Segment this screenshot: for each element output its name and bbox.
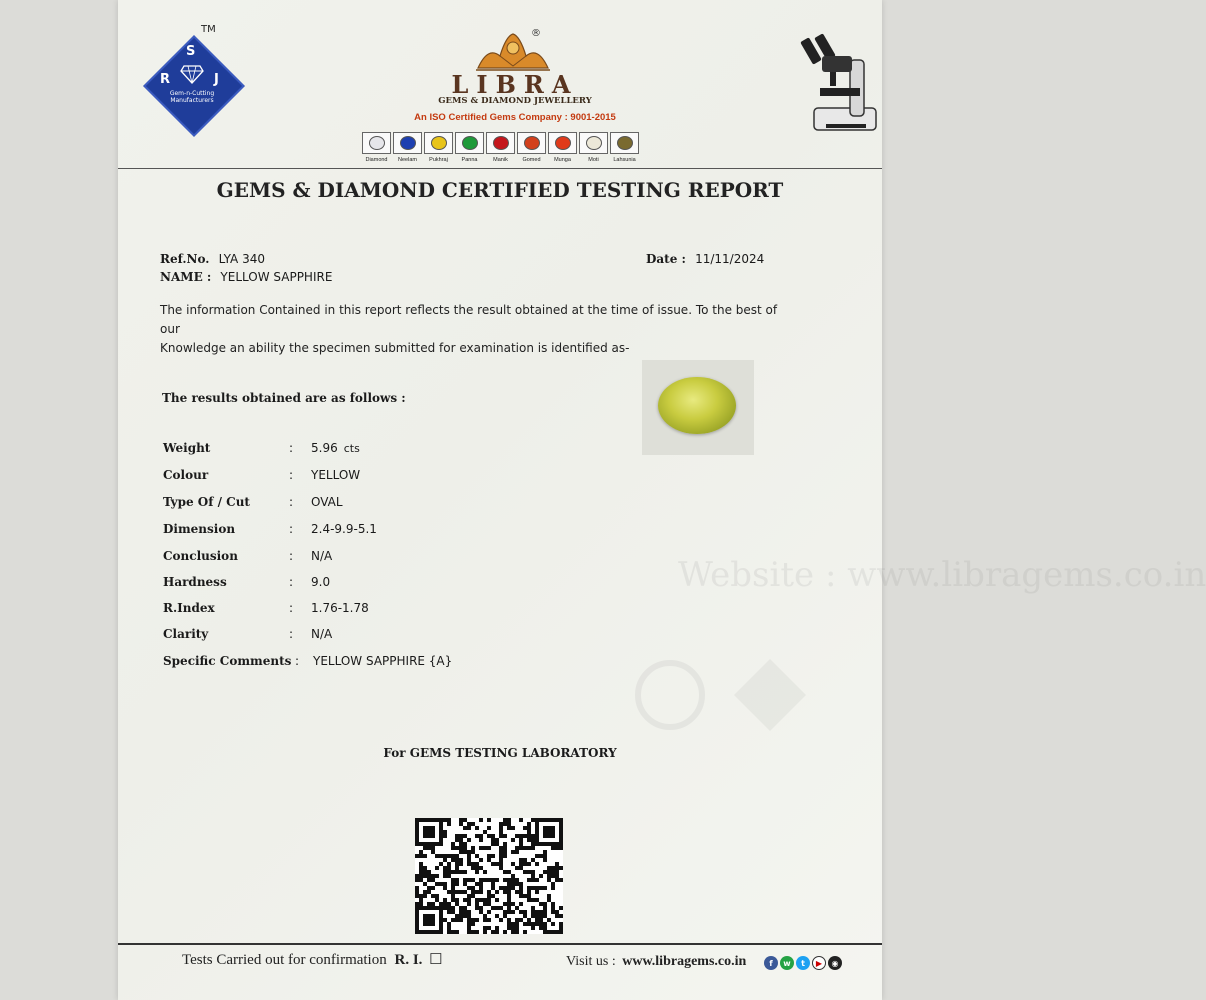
result-value [311,468,360,482]
result-value [311,522,377,536]
result-colon: : [289,495,294,509]
result-value-text: 1.76-1.78 [311,601,369,615]
footer-checkbox: ☐ [429,952,443,968]
result-value [311,549,332,563]
gem-label: Moti [588,157,599,163]
microscope-icon [800,30,880,140]
name-value: YELLOW SAPPHIRE [220,270,333,284]
website-watermark: Website : www.libragems.co.in [678,555,1206,595]
intro-line-2: Knowledge an ability the specimen submitted for examination is identified as- [160,341,630,355]
result-colon: : [289,522,294,536]
libra-crown-logo [468,28,558,74]
gem-label: Manik [493,157,508,163]
yellow-sapphire-photo [658,377,736,434]
result-colon: : [289,601,294,615]
gem-swatch-manik [486,132,515,154]
result-label: Clarity [163,627,209,641]
srj-logo [146,38,238,130]
gem-label: Diamond [365,157,388,163]
result-row [163,627,763,645]
result-row [163,522,763,540]
gem-moti-icon [586,136,602,150]
date-label: Date : [646,252,686,266]
registered-mark: ® [531,28,541,39]
result-label: Colour [163,468,209,482]
faint-seal-watermark [630,655,830,735]
result-value-text: N/A [311,627,333,641]
whatsapp-icon[interactable]: w [780,956,794,970]
gem-label-strip [362,157,639,163]
ref-line [160,248,265,267]
result-label: Hardness [163,575,227,589]
youtube-icon[interactable]: ▶ [812,956,826,970]
footer-ri: R. I. [394,952,423,968]
footer-visit-label: Visit us : [566,954,616,969]
certificate-page [118,0,1206,1000]
intro-line-1: The information Contained in this report reflects the result obtained at the time of issue. To the best of our [160,303,778,336]
footer-confirmation-text: Tests Carried out for confirmation [182,952,387,968]
date-value: 11/11/2024 [695,252,765,266]
gem-lahsunia-icon [617,136,633,150]
result-value-text: YELLOW [311,468,361,482]
gem-icon-strip [362,132,639,154]
result-colon: : [289,627,294,641]
gem-swatch-moti [579,132,608,154]
result-value [311,627,332,641]
result-label: Conclusion [163,549,238,563]
footer-website-link[interactable]: www.libragems.co.in [622,954,747,969]
result-value-text: 2.4-9.9-5.1 [311,522,377,536]
gem-label: Gomed [522,157,541,163]
result-row [163,575,763,593]
gem-pukhraj-icon [431,136,447,150]
name-line [160,266,332,285]
footer-visit [566,954,746,970]
result-unit: cts [343,442,360,455]
result-row [163,495,763,513]
result-label: Weight [163,441,211,455]
ref-value: LYA 340 [218,252,265,266]
gem-swatch-lahsunia [610,132,639,154]
srj-letter-s: S [186,44,196,59]
gem-swatch-diamond [362,132,391,154]
result-label: Specific Comments [163,654,292,668]
result-row [163,549,763,567]
result-colon: : [289,549,294,563]
result-value [311,441,360,455]
gem-label: Pukhraj [429,157,448,163]
gem-gomed-icon [524,136,540,150]
srj-letter-r: R [160,72,171,87]
instagram-icon[interactable]: ◉ [828,956,842,970]
result-colon: : [295,654,300,668]
gem-swatch-pukhraj [424,132,453,154]
result-value-text: OVAL [311,495,343,509]
result-value-text: 9.0 [311,575,331,589]
header-divider [118,168,882,169]
result-value [311,601,369,615]
result-label: R.Index [163,601,215,615]
srj-tagline: Gem-n-Cutting Manufacturers [169,90,215,104]
footer-divider [118,943,882,945]
gem-swatch-panna [455,132,484,154]
result-value-text: YELLOW SAPPHIRE {A} [313,654,453,668]
result-row [163,468,763,486]
result-value [313,654,452,668]
result-row [163,601,763,619]
gem-swatch-gomed [517,132,546,154]
gem-munga-icon [555,136,571,150]
lab-signature-line: For GEMS TESTING LABORATORY [383,746,617,760]
result-value [311,575,330,589]
gem-swatch-munga [548,132,577,154]
date-line [646,248,764,267]
diamond-icon [180,64,204,84]
result-label: Type Of / Cut [163,495,250,509]
name-label: NAME : [160,270,212,284]
gem-label: Panna [461,157,478,163]
libra-iso-line: An ISO Certified Gems Company : 9001-2015 [414,112,616,123]
result-colon: : [289,441,294,455]
qr-code[interactable] [415,818,563,934]
gem-label: Neelam [398,157,417,163]
footer-confirmation [182,950,443,969]
gem-label: Munga [554,157,571,163]
result-row [163,441,763,459]
result-colon: : [289,468,294,482]
gem-swatch-neelam [393,132,422,154]
gem-diamond-icon [369,136,385,150]
result-value-text: 5.96 [311,441,338,455]
intro-paragraph [160,301,800,358]
report-title: GEMS & DIAMOND CERTIFIED TESTING REPORT [216,178,784,202]
result-label: Dimension [163,522,236,536]
result-value-text: N/A [311,549,333,563]
srj-letter-j: J [214,72,219,87]
gem-label: Lahsunia [613,157,636,163]
twitter-icon[interactable]: t [796,956,810,970]
result-value [311,495,343,509]
gem-panna-icon [462,136,478,150]
trademark-mark: TM [201,24,216,35]
gem-neelam-icon [400,136,416,150]
result-colon: : [289,575,294,589]
facebook-icon[interactable]: f [764,956,778,970]
ref-label: Ref.No. [160,252,210,266]
libra-subtitle: GEMS & DIAMOND JEWELLERY [438,96,592,106]
results-heading: The results obtained are as follows : [162,391,406,405]
gem-manik-icon [493,136,509,150]
social-icons [764,956,842,970]
libra-brand-name: LIBRA [451,70,579,99]
